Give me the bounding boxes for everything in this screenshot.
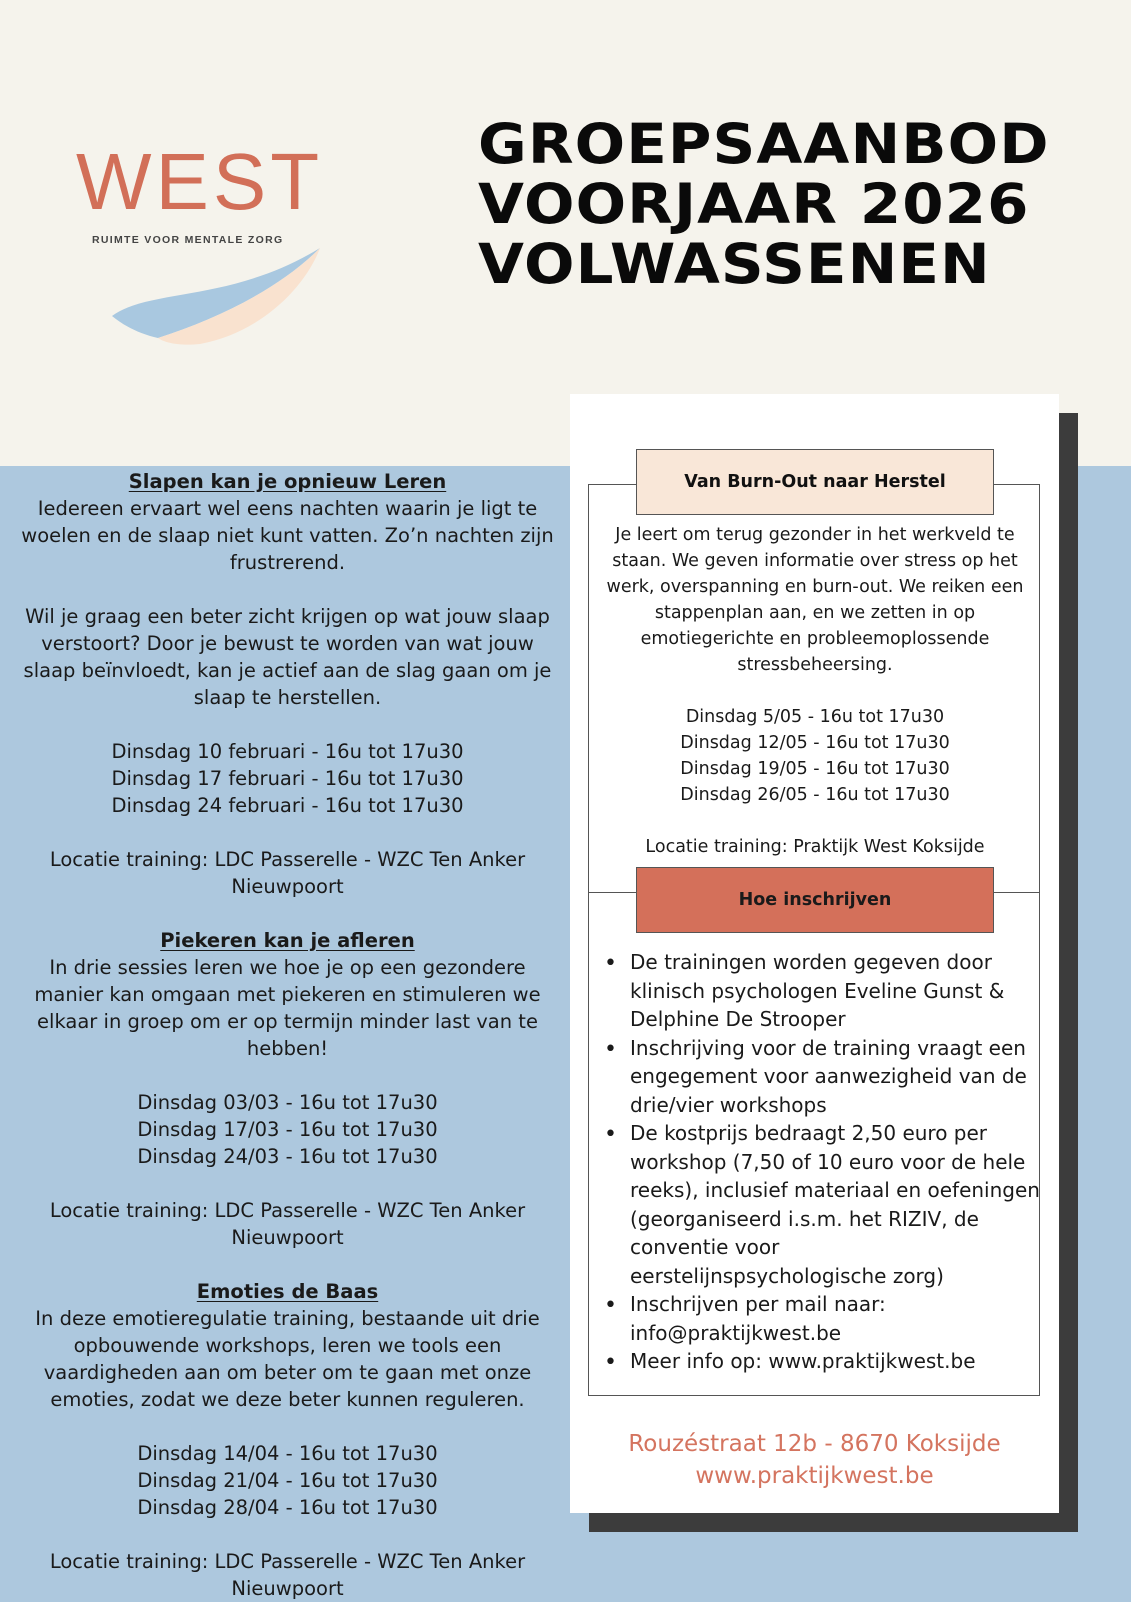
- burnout-date: Dinsdag 19/05 - 16u tot 17u30: [680, 759, 950, 779]
- session-title: Piekeren kan je afleren: [160, 929, 415, 952]
- session-date: Dinsdag 24/03 - 16u tot 17u30: [137, 1145, 438, 1168]
- headline-line-3: VOLWASSENEN: [478, 232, 991, 296]
- headline-line-2: VOORJAAR 2026: [478, 172, 1030, 236]
- headline-line-1: GROEPSAANBOD: [478, 112, 1050, 176]
- burnout-location: Locatie training: Praktijk West Koksijde: [645, 837, 985, 857]
- session-location: Locatie training: LDC Passerelle - WZC Ten Anker Nieuwpoort: [49, 1550, 526, 1600]
- session-date: Dinsdag 14/04 - 16u tot 17u30: [137, 1442, 438, 1465]
- session-piekeren: [16, 927, 559, 1251]
- session-date: Dinsdag 17/03 - 16u tot 17u30: [137, 1118, 438, 1141]
- session-date: Dinsdag 21/04 - 16u tot 17u30: [137, 1469, 438, 1492]
- session-paragraph: In deze emotieregulatie training, bestaande uit drie opbouwende workshops, leren we tools een vaardigheden aan om beter om te gaan met onze emoties, zodat we deze beter kunnen reguleren.: [35, 1307, 540, 1411]
- logo-tagline: RUIMTE VOOR MENTALE ZORG: [92, 234, 284, 246]
- session-date: Dinsdag 28/04 - 16u tot 17u30: [137, 1496, 438, 1519]
- session-title: Emoties de Baas: [196, 1280, 379, 1303]
- logo-wordmark: WEST: [76, 137, 324, 226]
- burnout-date: Dinsdag 5/05 - 16u tot 17u30: [685, 707, 945, 727]
- session-paragraph: Iedereen ervaart wel eens nachten waarin je ligt te woelen en de slaap niet kunt vatten. Zo’n nachten zijn frustrerend.: [21, 497, 554, 574]
- session-title: Slapen kan je opnieuw Leren: [128, 470, 447, 493]
- address-text: Rouzéstraat 12b - 8670 Koksijde: [628, 1431, 1001, 1457]
- contact-footer: [570, 1428, 1059, 1492]
- list-item: • Inschrijven per mail naar: info@praktijkwest.be: [600, 1290, 1040, 1347]
- list-item: • De trainingen worden gegeven door klinisch psychologen Eveline Gunst & Delphine De Strooper: [600, 948, 1040, 1034]
- inschrijven-list: [600, 948, 1040, 1376]
- session-date: Dinsdag 03/03 - 16u tot 17u30: [137, 1091, 438, 1114]
- session-location: Locatie training: LDC Passerelle - WZC Ten Anker Nieuwpoort: [49, 848, 526, 898]
- list-item: • Meer info op: www.praktijkwest.be: [600, 1347, 1040, 1376]
- session-date: Dinsdag 17 februari - 16u tot 17u30: [111, 767, 464, 790]
- list-item: • De kostprijs bedraagt 2,50 euro per workshop (7,50 of 10 euro voor de hele reeks), inclusief materiaal en oefeningen (georganiseerd i.s.m. het RIZIV, de conventie voor eerstelijnspsychologische zorg): [600, 1119, 1040, 1290]
- info-card: [570, 394, 1059, 1513]
- website-link[interactable]: www.praktijkwest.be: [695, 1463, 934, 1489]
- inschrijven-title: Hoe inschrijven: [636, 867, 994, 933]
- burnout-description: Je leert om terug gezonder in het werkveld te staan. We geven informatie over stress op het werk, overspanning en burn-out. We reiken een stappenplan aan, en we zetten in op emotiegerichte en probleemoplossende stressbeheersing.: [606, 525, 1024, 675]
- session-date: Dinsdag 10 februari - 16u tot 17u30: [111, 740, 464, 763]
- wave-icon: [110, 248, 330, 348]
- list-item: • Inschrijving voor de training vraagt een engegement voor aanwezigheid van de drie/vier workshops: [600, 1034, 1040, 1120]
- burnout-section: [594, 522, 1036, 860]
- session-paragraph: Wil je graag een beter zicht krijgen op wat jouw slaap verstoort? Door je bewust te worden van wat jouw slaap beïnvloedt, kan je actief aan de slag gaan om je slaap te herstellen.: [23, 605, 552, 709]
- burnout-date: Dinsdag 12/05 - 16u tot 17u30: [680, 733, 950, 753]
- session-date: Dinsdag 24 februari - 16u tot 17u30: [111, 794, 464, 817]
- burnout-title: Van Burn-Out naar Herstel: [636, 449, 994, 515]
- sessions-column: [16, 468, 559, 1602]
- session-emoties: [16, 1278, 559, 1602]
- burnout-date: Dinsdag 26/05 - 16u tot 17u30: [680, 785, 950, 805]
- session-slapen: [16, 468, 559, 900]
- session-paragraph: In drie sessies leren we hoe je op een gezondere manier kan omgaan met piekeren en stimuleren we elkaar in groep om er op termijn minder last van te hebben!: [34, 956, 541, 1060]
- page-headline: [478, 114, 1050, 294]
- west-logo: [70, 137, 340, 350]
- session-location: Locatie training: LDC Passerelle - WZC Ten Anker Nieuwpoort: [49, 1199, 526, 1249]
